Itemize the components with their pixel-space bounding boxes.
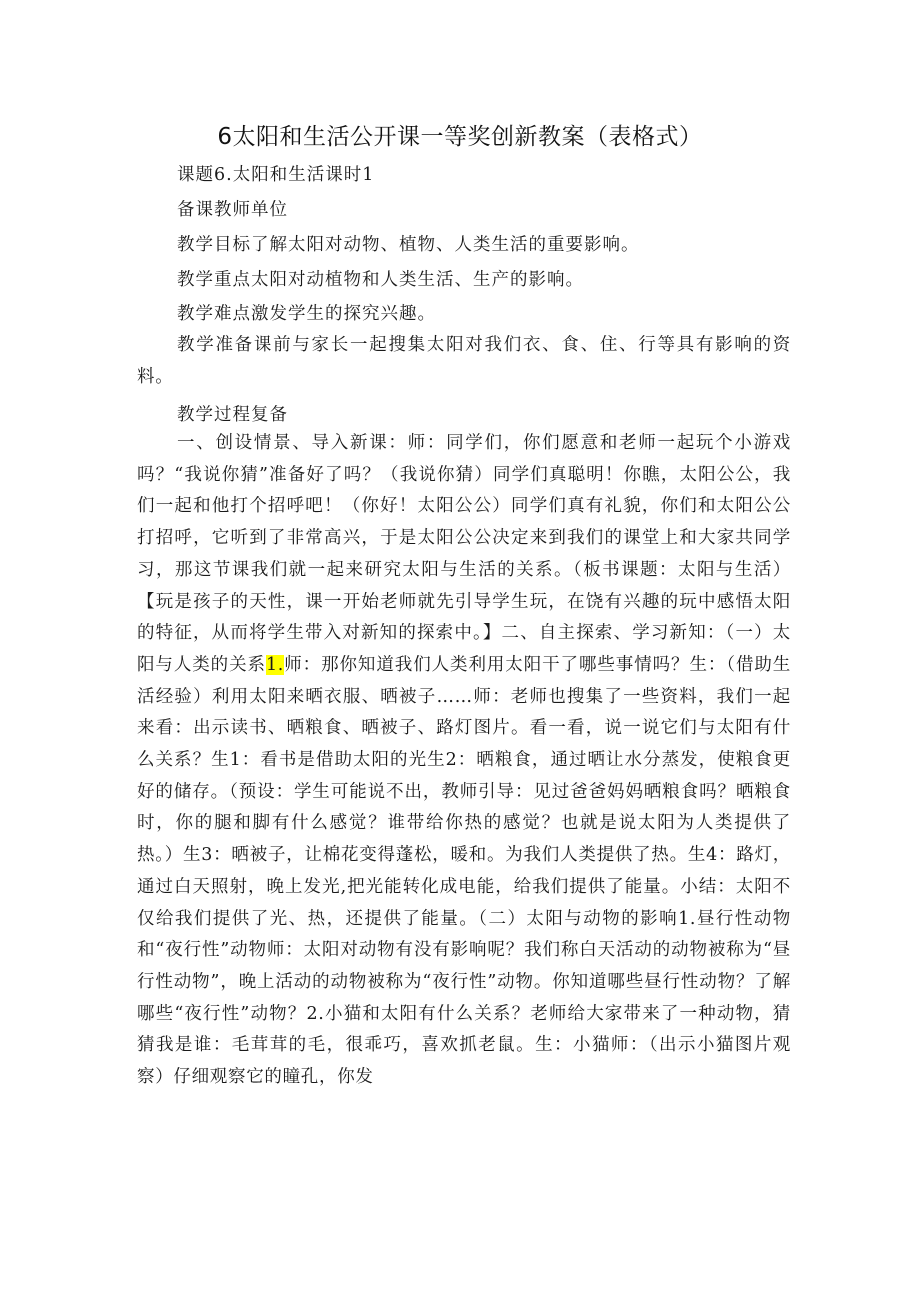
teacher-unit-line: 备课教师单位 [177,200,288,220]
teaching-preparation-paragraph: 教学准备课前与家长一起搜集太阳对我们衣、食、住、行等具有影响的资料。 [137,335,791,387]
teaching-process-body [137,428,791,1094]
teaching-process-heading: 教学过程复备 [177,405,288,425]
highlighted-text: 1. [265,654,285,675]
body-text-part-1: 一、创设情景、导入新课：师：同学们，你们愿意和老师一起玩个小游戏吗？“我说你猜”准备好了吗？（我说你猜）同学们真聪明！你瞧，太阳公公，我们一起和他打个招呼吧！（你好！太阳公公）同学们真有礼貌，你们和太阳公公打招呼，它听到了非常高兴，于是太阳公公决定来到我们的课堂上和大家共同学习，那这节课我们就一起来研究太阳与生活的关系。（板书课题：太阳与生活）【玩是孩子的天性，课一开始老师就先引导学生玩，在饶有兴趣的玩中感悟太阳的特征，从而将学生带入对新知的探索中。】二、自主探索、学习新知：（一）太阳与人类的关系 [137,433,791,675]
teaching-difficulty-line: 教学难点激发学生的探究兴趣。 [177,304,436,324]
teaching-goal-line: 教学目标了解太阳对动物、植物、人类生活的重要影响。 [177,235,640,255]
lesson-topic-line: 课题6.太阳和生活课时1 [177,165,375,185]
body-text-part-2: 师：那你知道我们人类利用太阳干了哪些事情吗？生：（借助生活经验）利用太阳来晒衣服、晒被子……师：老师也搜集了一些资料，我们一起来看：出示读书、晒粮食、晒被子、路灯图片。看一看，说一说它们与太阳有什么关系？生1：看书是借助太阳的光生2：晒粮食，通过晒让水分蒸发，使粮食更好的储存。（预设：学生可能说不出，教师引导：见过爸爸妈妈晒粮食吗？晒粮食时，你的腿和脚有什么感觉？谁带给你热的感觉？也就是说太阳为人类提供了热。）生3：晒被子，让棉花变得蓬松，暖和。为我们人类提供了热。生4：路灯，通过白天照射，晚上发光,把光能转化成电能，给我们提供了能量。小结：太阳不仅给我们提供了光、热，还提供了能量。（二）太阳与动物的影响1.昼行性动物和“夜行性”动物师：太阳对动物有没有影响呢？我们称白天活动的动物被称为“昼行性动物”，晚上活动的动物被称为“夜行性”动物。你知道哪些昼行性动物？了解哪些“夜行性”动物？2.小猫和太阳有什么关系？老师给大家带来了一种动物，猜猜我是谁：毛茸茸的毛，很乖巧，喜欢抓老鼠。生：小猫师：（出示小猫图片观察）仔细观察它的瞳孔，你发 [137,654,791,1088]
teaching-focus-line: 教学重点太阳对动植物和人类生活、生产的影响。 [177,270,584,290]
document-title: 6太阳和生活公开课一等奖创新教案（表格式） [217,124,703,150]
